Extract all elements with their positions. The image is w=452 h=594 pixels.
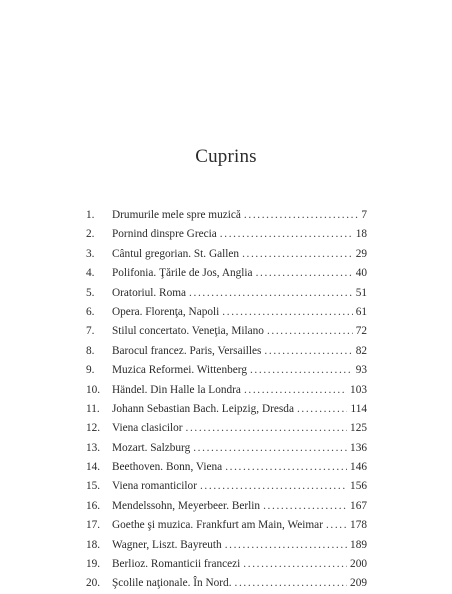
toc-dot-leader	[244, 381, 347, 400]
toc-entry-title: Mendelssohn, Meyerbeer. Berlin	[112, 499, 261, 512]
toc-entry-title: Mozart. Salzburg	[112, 441, 191, 454]
toc-entry-title: Muzica Reformei. Wittenberg	[112, 364, 247, 377]
toc-entry[interactable]	[86, 284, 367, 303]
toc-entry-number: 5.	[86, 286, 95, 299]
toc-dot-leader	[250, 361, 353, 380]
toc-entry-title: Opera. Florenţa, Napoli	[112, 305, 220, 318]
toc-entry-page-number: 178	[350, 519, 367, 532]
toc-entry-number: 9.	[86, 364, 95, 377]
toc-entry-page-number: 93	[355, 364, 367, 377]
toc-entry-number: 14.	[86, 461, 101, 474]
toc-entry-number: 7.	[86, 325, 95, 338]
toc-dot-leader	[244, 206, 358, 225]
toc-entry-number: 17.	[86, 519, 101, 532]
toc-dot-leader	[200, 477, 347, 496]
toc-entry[interactable]	[86, 497, 367, 516]
toc-entry-page-number: 114	[350, 402, 367, 415]
toc-entry-title: Händel. Din Halle la Londra	[112, 383, 241, 396]
toc-entry-title: Johann Sebastian Bach. Leipzig, Dresda	[112, 402, 294, 415]
toc-entry-title: Polifonia. Ţările de Jos, Anglia	[112, 267, 253, 280]
toc-entry[interactable]	[86, 342, 367, 361]
toc-entry-number: 8.	[86, 344, 95, 357]
toc-dot-leader	[222, 303, 352, 322]
toc-entry-number: 3.	[86, 247, 95, 260]
toc-entry[interactable]	[86, 206, 367, 225]
toc-entry[interactable]	[86, 381, 367, 400]
toc-dot-leader	[186, 419, 348, 438]
toc-entry-page-number: 29	[355, 247, 367, 260]
toc-dot-leader	[297, 400, 348, 419]
toc-entry[interactable]	[86, 322, 367, 341]
toc-entry[interactable]	[86, 555, 367, 574]
toc-entry[interactable]	[86, 361, 367, 380]
toc-dot-leader	[267, 322, 353, 341]
toc-entry[interactable]	[86, 264, 367, 283]
toc-entry-page-number: 51	[355, 286, 367, 299]
toc-entry-title: Barocul francez. Paris, Versailles	[112, 344, 262, 357]
toc-entry-title: Drumurile mele spre muzică	[112, 209, 241, 221]
toc-entry-number: 15.	[86, 480, 101, 493]
toc-entry-number: 20.	[86, 577, 101, 590]
toc-entry-title: Beethoven. Bonn, Viena	[112, 461, 223, 474]
toc-entry-page-number: 18	[355, 228, 367, 241]
toc-entry[interactable]	[86, 303, 367, 322]
toc-dot-leader	[235, 574, 348, 593]
toc-entry[interactable]	[86, 458, 367, 477]
toc-entry-page-number: 209	[350, 577, 367, 590]
toc-entry-number: 6.	[86, 305, 95, 318]
toc-entry-title: Stilul concertato. Veneţia, Milano	[112, 325, 264, 338]
toc-dot-leader	[263, 497, 347, 516]
toc-entry-number: 10.	[86, 383, 101, 396]
toc-entry[interactable]	[86, 516, 367, 535]
toc-entry-page-number: 189	[350, 538, 367, 551]
toc-dot-leader	[256, 264, 353, 283]
toc-entry-page-number: 167	[350, 499, 367, 512]
toc-entry-page-number: 40	[355, 267, 367, 280]
toc-entry[interactable]	[86, 225, 367, 244]
toc-entry-page-number: 7	[361, 209, 367, 221]
toc-entry-title: Şcolile naţionale. În Nord.	[112, 577, 232, 590]
toc-entry-title: Berlioz. Romanticii francezi	[112, 558, 241, 571]
toc-entry-title: Cântul gregorian. St. Gallen	[112, 247, 240, 260]
toc-dot-leader	[326, 516, 347, 535]
toc-dot-leader	[225, 536, 347, 555]
toc-entry-title: Wagner, Liszt. Bayreuth	[112, 538, 222, 551]
toc-entry-page-number: 125	[350, 422, 367, 435]
toc-entry[interactable]	[86, 400, 367, 419]
toc-entry-title: Oratoriul. Roma	[112, 286, 187, 299]
toc-entry[interactable]	[86, 574, 367, 593]
toc-entry[interactable]	[86, 419, 367, 438]
toc-entry-number: 11.	[86, 402, 100, 415]
toc-entry[interactable]	[86, 439, 367, 458]
toc-dot-leader	[189, 284, 353, 303]
toc-dot-leader	[242, 245, 353, 264]
toc-entry-number: 4.	[86, 267, 95, 280]
toc-entry-number: 12.	[86, 422, 101, 435]
toc-entry-number: 19.	[86, 558, 101, 571]
toc-dot-leader	[220, 225, 353, 244]
toc-entry-page-number: 72	[355, 325, 367, 338]
toc-entry-number: 1.	[86, 209, 95, 221]
toc-entry-page-number: 200	[350, 558, 367, 571]
page-title: Cuprins	[195, 146, 257, 167]
toc-entry[interactable]	[86, 245, 367, 264]
toc-entry-page-number: 103	[350, 383, 367, 396]
toc-entry-title: Pornind dinspre Grecia	[112, 228, 217, 241]
toc-entry-page-number: 136	[350, 441, 367, 454]
toc-entry-page-number: 146	[350, 461, 367, 474]
toc-dot-leader	[193, 439, 347, 458]
table-of-contents	[86, 206, 367, 594]
toc-entry-page-number: 156	[350, 480, 367, 493]
toc-entry[interactable]	[86, 477, 367, 496]
toc-entry-page-number: 61	[355, 305, 367, 318]
toc-dot-leader	[243, 555, 347, 574]
toc-dot-leader	[264, 342, 352, 361]
toc-entry-number: 13.	[86, 441, 101, 454]
toc-entry-page-number: 82	[355, 344, 367, 357]
toc-entry-number: 18.	[86, 538, 101, 551]
toc-entry-title: Goethe şi muzica. Frankfurt am Main, Weimar	[112, 519, 323, 532]
toc-entry-title: Viena clasicilor	[112, 422, 183, 435]
toc-entry-number: 2.	[86, 228, 95, 241]
toc-entry-title: Viena romanticilor	[112, 480, 197, 493]
toc-entry-number: 16.	[86, 499, 101, 512]
toc-entry[interactable]	[86, 536, 367, 555]
toc-dot-leader	[225, 458, 347, 477]
